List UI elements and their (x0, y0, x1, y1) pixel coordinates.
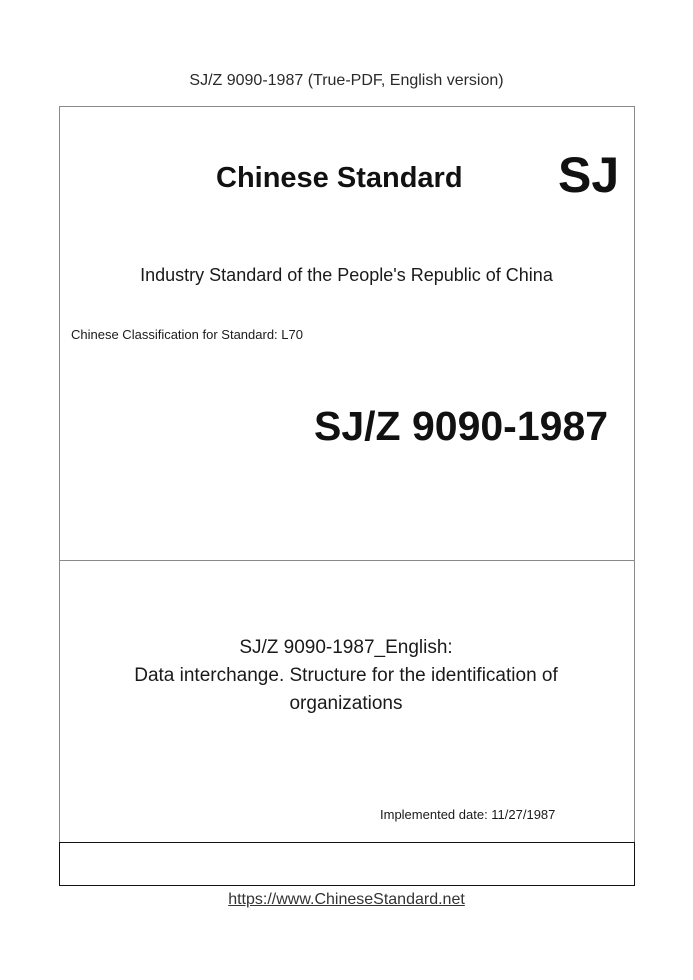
classification-label: Chinese Classification for Standard: L70 (71, 327, 303, 342)
standard-number: SJ/Z 9090-1987 (314, 403, 609, 449)
sj-mark: SJ (558, 147, 620, 203)
cover-subtitle: Industry Standard of the People's Republic of China (140, 265, 553, 285)
document-header-label: SJ/Z 9090-1987 (True-PDF, English version) (189, 72, 504, 89)
description-line-1: SJ/Z 9090-1987_English: (239, 637, 453, 658)
description-line-2: Data interchange. Structure for the identification of (134, 665, 558, 686)
website-link[interactable]: https://www.ChineseStandard.net (228, 891, 465, 908)
cover-bottom-panel (59, 842, 635, 886)
description-line-3: organizations (289, 693, 403, 714)
implemented-date: Implemented date: 11/27/1987 (380, 807, 556, 822)
cover-title: Chinese Standard (216, 162, 463, 194)
